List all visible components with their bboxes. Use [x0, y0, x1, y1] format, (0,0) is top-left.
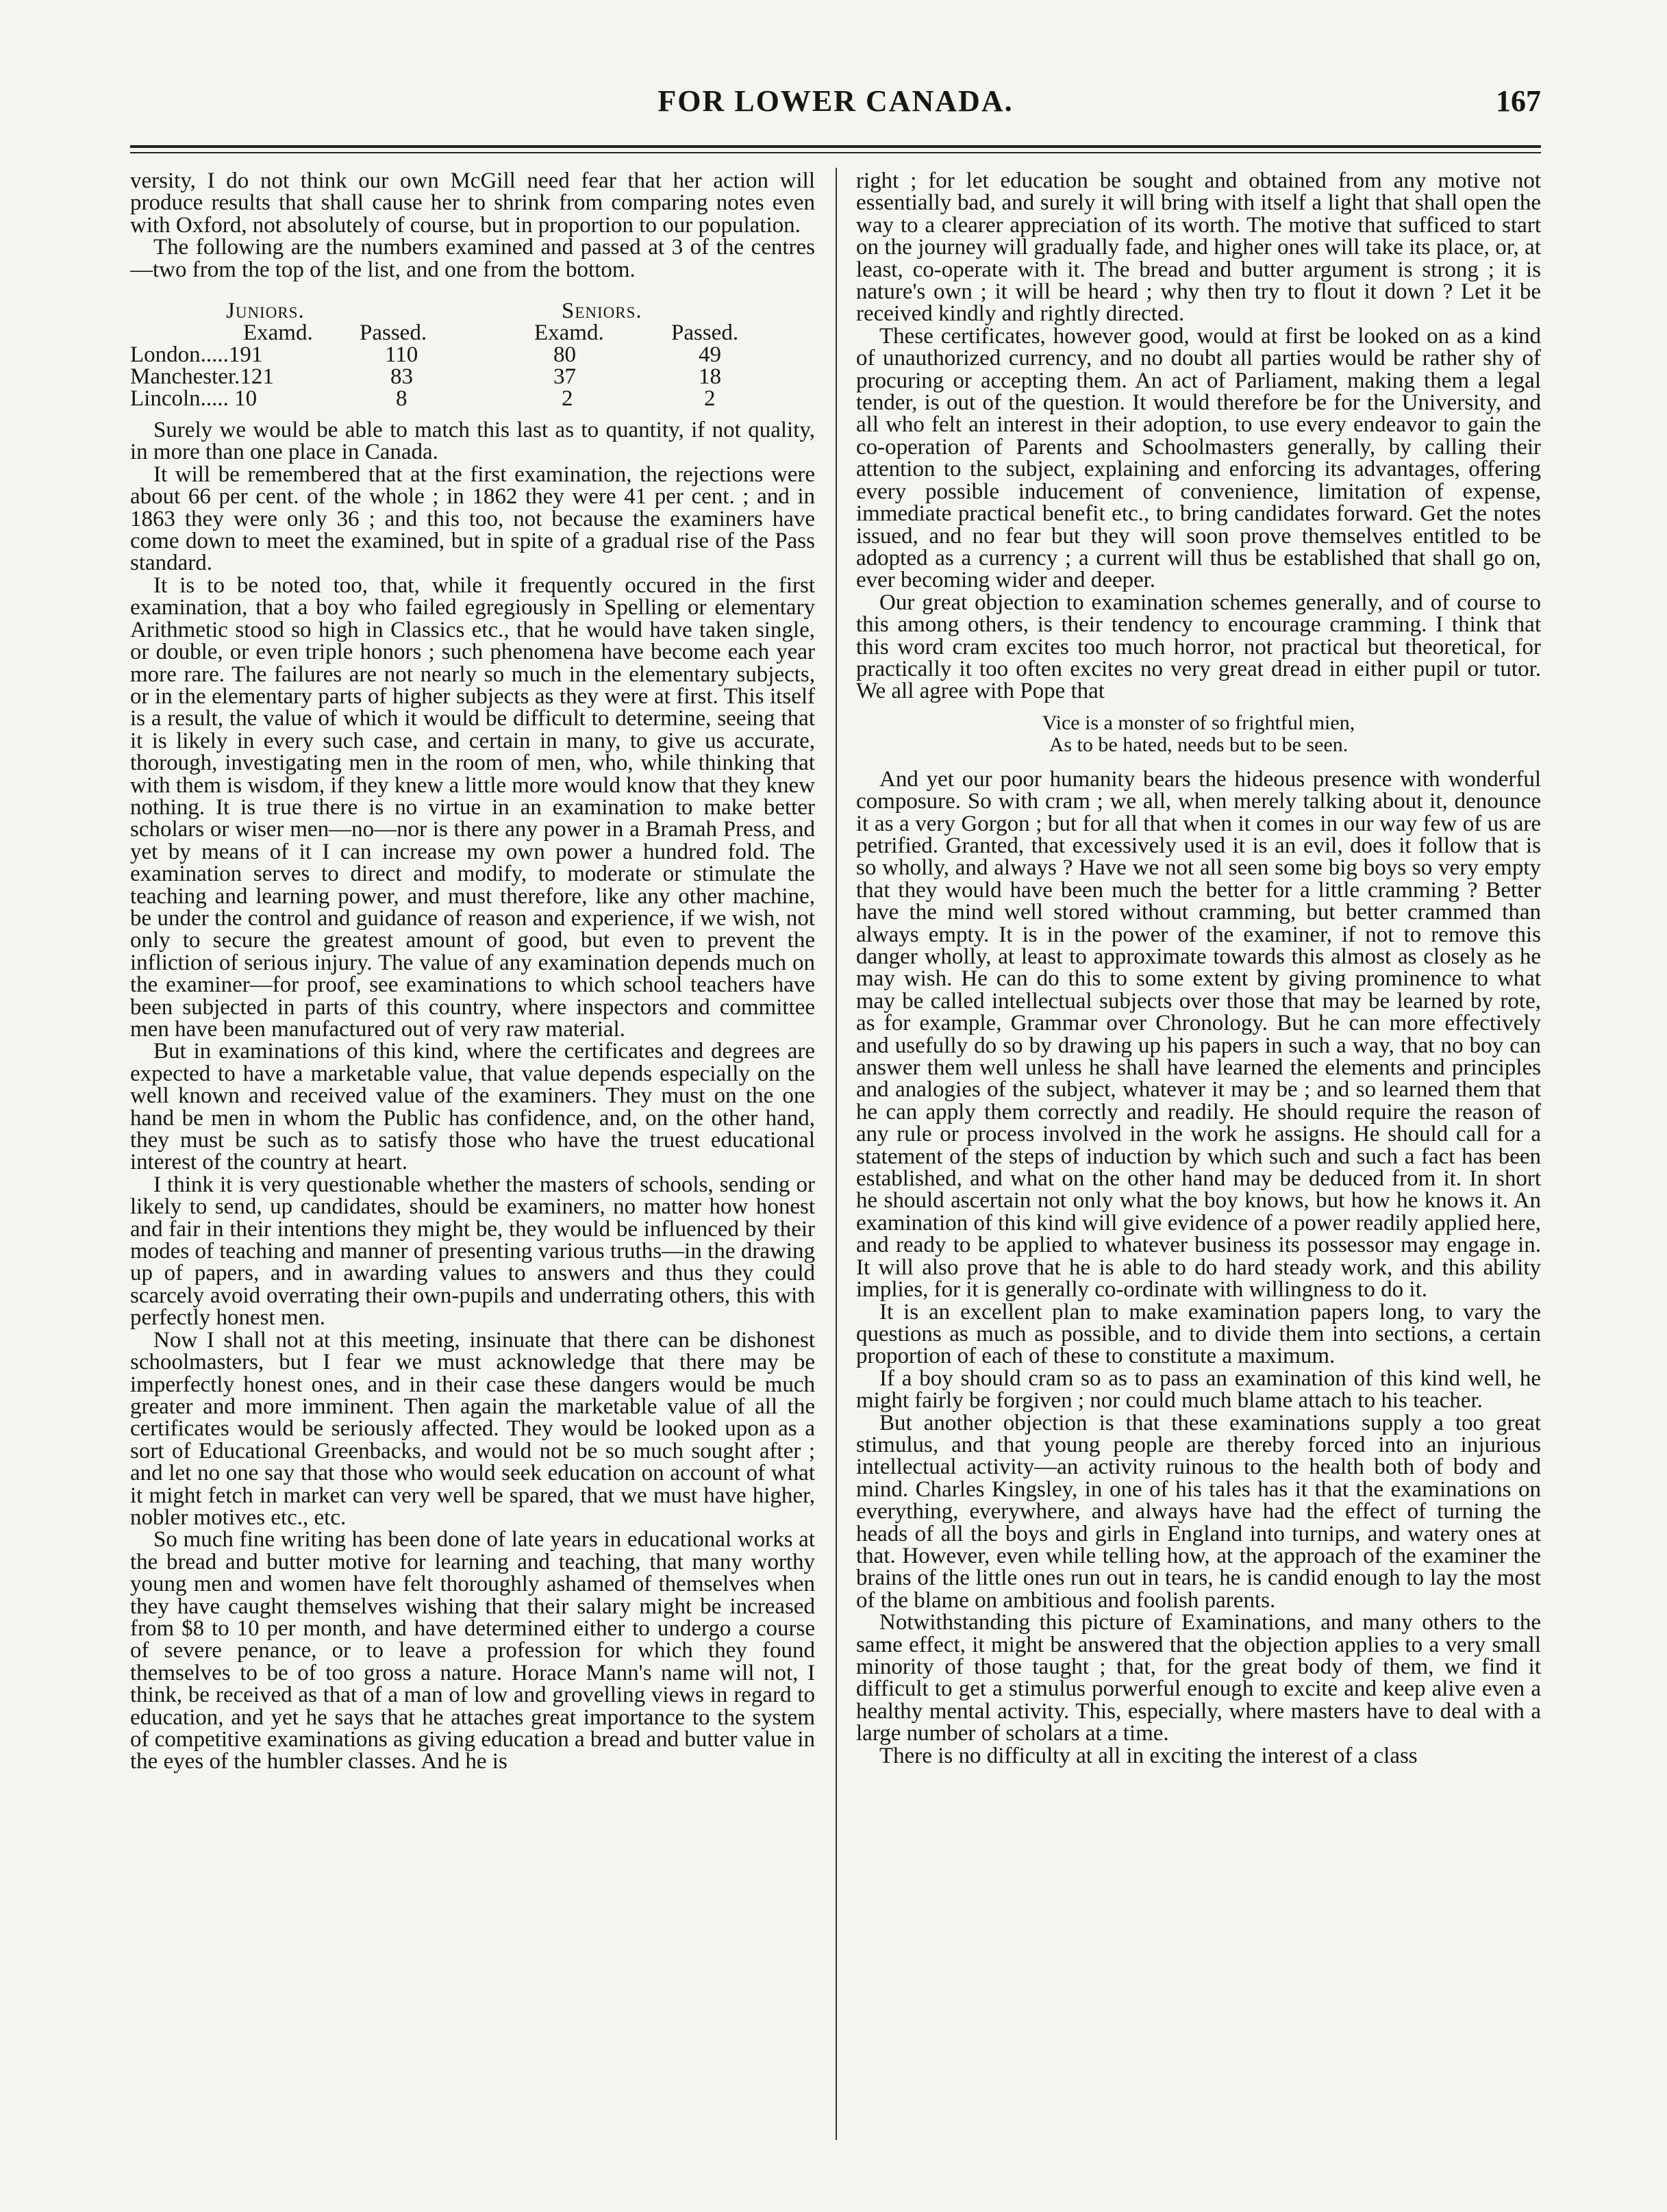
- left-column: [130, 170, 815, 2135]
- paragraph: There is no difficulty at all in exciting the interest of a class: [879, 1743, 1418, 1768]
- running-title: FOR LOWER CANADA.: [657, 84, 1014, 118]
- page-number: 167: [1496, 84, 1541, 118]
- table-cell: 80: [553, 342, 576, 368]
- paragraph: These certificates, however good, would at first be looked on as a kind of unauthorized currency, and no doubt all parties would be rather shy of procuring or accepting them. An act of Parliament, making them a legal tender, is out of the question. It would therefore be for the University, and all who felt an interest in their adoption, to use every endeavor to gain the co-operation of Parents and Schoolmasters generally, by calling their attention to the subject, explaining and enforcing its advantages, offering every possible inducement of convenience, limitation of expense, immediate practical benefit etc., to bring candidates forward. Get the notes issued, and no fear but they will soon prove themselves entitled to be adopted as a currency ; a current will thus be established that shall go on, ever becoming wider and deeper.: [856, 323, 1541, 593]
- verse-line: As to be hated, needs but to be seen.: [1049, 733, 1349, 756]
- paragraph: And yet our poor humanity bears the hideous presence with wonderful composure. So with cram ; we all, when merely talking about it, denounce it as a very Gorgon ; but for all that when it comes in our way few of us are petrified. Granted, that excessively used it is an evil, does it follow that is so wholly, and always ? Have we not all seen some big boys so very empty that they would have been much the better for a little cramming ? Better have the mind well stored without cramming, but better crammed than always empty. It is in the power of the examiner, if not to remove this danger wholly, at least to approximate towards this almost as closely as he may wish. He can do this to some extent by giving prominence to what may be called intellectual subjects over those that may be learned by rote, as for example, Grammar over Chronology. But he can more effectively and usefully do so by drawing up his papers in such a way, that no boy can answer them well unless he shall have learned the elements and principles and analogies of the subject, whatever it may be ; and so learned them that he can apply them correctly and readily. He should require the reason of any rule or process involved in the work he assigns. He should call for a statement of the steps of induction by which such and such a fact has been established, and what on the other hand may be deduced from it. In short he should ascertain not only what the boy knows, but how he knows it. An examination of this kind will give evidence of a power readily applied here, and ready to be applied to whatever business its possessor may engage in. It will also prove that he is able to do hard steady work, and this ability implies, for it is generally co-ordinate with willingness to do it.: [856, 766, 1541, 1303]
- paragraph: It will be remembered that at the first examination, the rejections were about 66 per cent. of the whole ; in 1862 they were 41 per cent. ; and in 1863 they were only 36 ; and this too, not because the examiners have come down to meet the examined, but in spite of a gradual rise of the Pass standard.: [130, 462, 815, 576]
- table-cell: 2: [704, 386, 716, 412]
- table-cell: 83: [390, 364, 413, 390]
- table-cell: 110: [385, 342, 418, 368]
- column-header: Examd.: [243, 321, 313, 346]
- table-row: [130, 366, 815, 388]
- table-cell: London.....191: [130, 342, 263, 368]
- table-cell: 49: [699, 342, 721, 368]
- table-cell: 2: [562, 386, 573, 412]
- juniors-header: Juniors.: [226, 299, 305, 324]
- paragraph: right ; for let education be sought and obtained from any motive not essentially bad, and surely it will bring with itself a light that shall open the way to a clearer appreciation of its worth. The motive that sufficed to start on the journey will gradually fade, and higher ones will take its place, or, at least, co-operate with it. The bread and butter argument is strong ; it is nature's own ; it will be heard ; why then try to flout it down ? Let it be received kindly and rightly directed.: [856, 170, 1541, 327]
- paragraph: If a boy should cram so as to pass an examination of this kind well, he might fairly be forgiven ; nor could much blame attach to his teacher.: [856, 1366, 1541, 1413]
- verse-quote: [856, 712, 1541, 756]
- page-header: [130, 74, 1541, 136]
- table-cell: 18: [699, 364, 721, 390]
- column-header: Examd.: [534, 321, 604, 346]
- paragraph: But another objection is that these examinations supply a too great stimulus, and that young people are thereby forced into an injurious intellectual activity—an activity ruinous to the health both of body and mind. Charles Kingsley, in one of his tales has it that the examinations on everything, everywhere, and always have had the effect of turning the heads of all the boys and girls in England into turnips, and watery ones at that. However, even while telling how, at the approach of the examiner the brains of the little ones run out in tears, he is candid enough to lay the most of the blame on ambitious and foolish parents.: [856, 1410, 1541, 1613]
- column-divider: [836, 168, 837, 2140]
- table-group-headers: [130, 300, 815, 322]
- table-column-headers: [130, 322, 815, 344]
- paragraph: The following are the numbers examined and passed at 3 of the centres—two from the top of the list, and one from the bottom.: [130, 235, 815, 282]
- table-cell: Lincoln..... 10: [130, 386, 258, 412]
- seniors-header: Seniors.: [562, 299, 642, 324]
- paragraph: Surely we would be able to match this last as to quantity, if not quality, in more than one place in Canada.: [130, 418, 815, 465]
- verse-line: Vice is a monster of so frightful mien,: [1042, 711, 1355, 734]
- table-cell: Manchester.121: [130, 364, 274, 390]
- header-rule-top: [130, 145, 1541, 148]
- table-cell: 37: [553, 364, 576, 390]
- table-row: [130, 388, 815, 410]
- paragraph: Now I shall not at this meeting, insinuate that there can be dishonest schoolmasters, but I fear we must acknowledge that there may be imperfectly honest ones, and in their case these dangers would be much greater and more imminent. Then again the marketable value of all the certificates would be seriously affected. They would be looked upon as a sort of Educational Greenbacks, and would not be so much sought after ; and let no one say that those who would seek education on account of what it might fetch in market can very well be spared, that we must have higher, nobler motives etc., etc.: [130, 1327, 815, 1530]
- paragraph: Notwithstanding this picture of Examinations, and many others to the same effect, it might be answered that the objection applies to a very small minority of those taught ; that, for the great body of them, we find it difficult to get a stimulus porwerful enough to excite and keep alive even a healthy mental activity. This, especially, where masters have to deal with a large number of scholars at a time.: [856, 1610, 1541, 1746]
- paragraph: I think it is very questionable whether the masters of schools, sending or likely to send, up candidates, should be examiners, no matter how honest and fair in their intentions they might be, they would be influenced by their modes of teaching and manner of presenting various truths—in the drawing up of papers, and in awarding values to answers and thus they could scarcely avoid overrating their own-pupils and underrating others, this with perfectly honest men.: [130, 1172, 815, 1331]
- paragraph: versity, I do not think our own McGill need fear that her action will produce results that shall cause her to shrink from comparing notes even with Oxford, not absolutely of course, but in proportion to our population.: [130, 170, 815, 238]
- paragraph: It is an excellent plan to make examination papers long, to vary the questions as much as possible, and to divide them into sections, a certain proportion of each of these to constitute a maximum.: [856, 1299, 1541, 1369]
- paragraph: Our great objection to examination schemes generally, and of course to this among others, is their tendency to encourage cramming. I think that this word cram excites too much horror, not practical but theoretical, for practically it too often excites no very great dread in either pupil or tutor. We all agree with Pope that: [856, 590, 1541, 704]
- examination-table: [130, 300, 815, 410]
- right-column: [856, 170, 1541, 2135]
- paragraph: It is to be noted too, that, while it frequently occured in the first examination, that a boy who failed egregiously in Spelling or elementary Arithmetic stood so high in Classics etc., that he would have taken single, or double, or even triple honors ; such phenomena have become each year more rare. The failures are not nearly so much in the elementary subjects, or in the elementary parts of higher subjects as they were at first. This itself is a result, the value of which it would be difficult to determine, seeing that it is likely in every such case, and certain in many, to give us accurate, thorough, investigating men in the room of men, who, while thinking that with them is wisdom, if they knew a little more would know that they knew nothing. It is true there is no virtue in an examination to make better scholars or wiser men—no—nor is there any power in a Bramah Press, and yet by means of it I can increase my own power a hundred fold. The examination serves to direct and modify, to moderate or stimulate the teaching and learning power, and must therefore, like any other machine, be under the control and guidance of reason and experience, if we wish, not only to secure the greatest amount of good, but even to prevent the infliction of serious injury. The value of any examination depends much on the examiner—for proof, see examinations to which school teachers have been subjected in parts of this country, where inspectors and committee men have been manufactured out of very raw material.: [130, 573, 815, 1042]
- header-rule-bottom: [130, 152, 1541, 153]
- paragraph: But in examinations of this kind, where the certificates and degrees are expected to have a marketable value, that value depends especially on the well known and received value of the examiners. They must on the one hand be men in whom the Public has confidence, and, on the other hand, they must be such as to satisfy those who have the truest educational interest of the country at heart.: [130, 1039, 815, 1175]
- paragraph: So much fine writing has been done of late years in educational works at the bread and butter motive for learning and teaching, that many worthy young men and women have felt thoroughly ashamed of themselves when they have caught themselves wishing that their salary might be increased from $8 to 10 per month, and have determined either to undergo a course of severe penance, or to leave a profession for which they found themselves to be of too gross a nature. Horace Mann's name will not, I think, be received as that of a man of low and grovelling views in regard to education, and yet he says that he attaches great importance to the system of competitive examinations as giving education a bread and butter value in the eyes of the humbler classes. And he is: [130, 1527, 815, 1774]
- table-cell: 8: [396, 386, 408, 412]
- column-header: Passed.: [360, 321, 427, 346]
- column-header: Passed.: [671, 321, 739, 346]
- table-row: [130, 344, 815, 366]
